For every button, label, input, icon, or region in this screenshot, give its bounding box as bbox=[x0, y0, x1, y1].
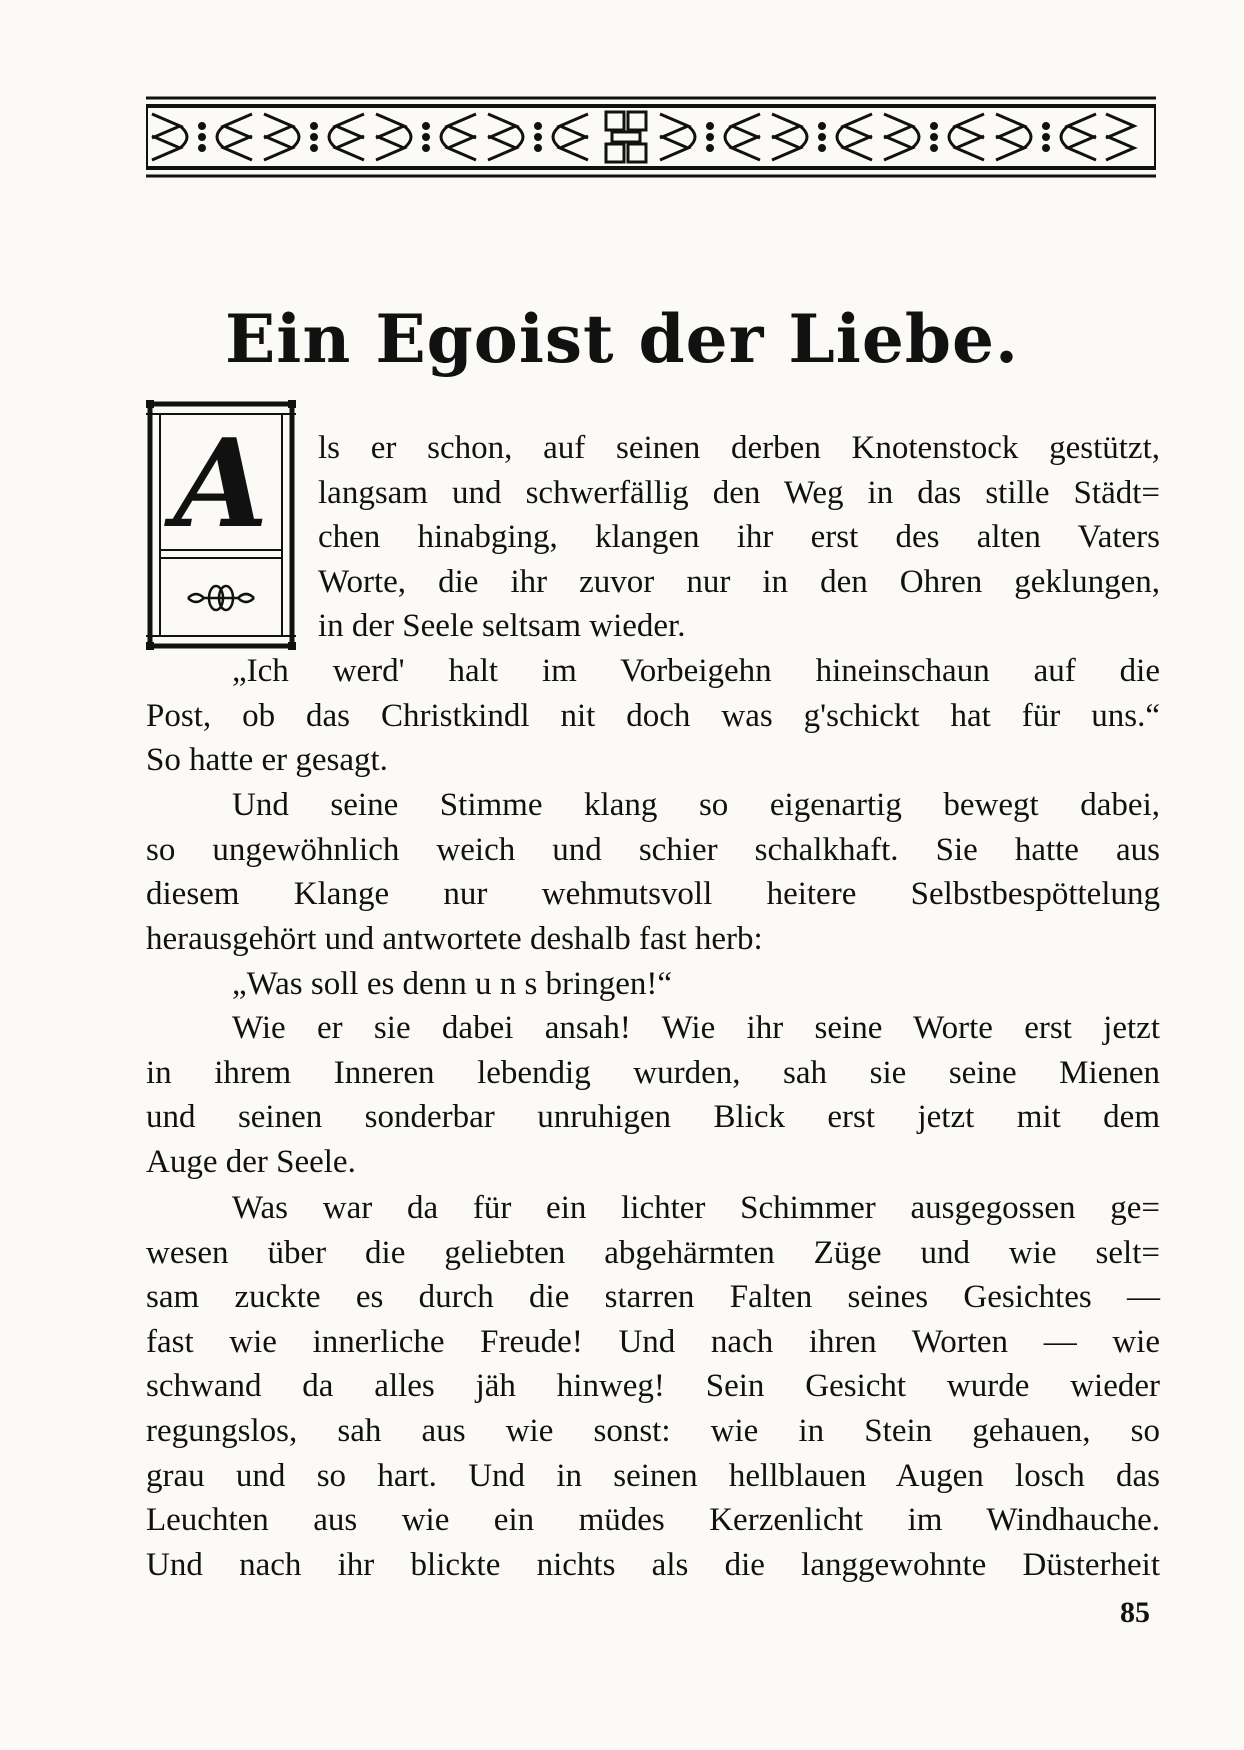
text-line: in ihrem Inneren lebendig wurden, sah sie seine Mienen bbox=[146, 1054, 1160, 1091]
text-line: grau und so hart. Und in seinen hellblauen Augen losch das bbox=[146, 1457, 1160, 1494]
text-line: Post, ob das Christkindl nit doch was g'schickt hat für uns.“ bbox=[146, 697, 1160, 734]
text-line: sam zuckte es durch die starren Falten seines Gesichtes — bbox=[146, 1279, 1160, 1316]
text-line: regungslos, sah aus wie sonst: wie in Stein gehauen, so bbox=[146, 1412, 1160, 1449]
text-line: diesem Klange nur wehmutsvoll heitere Selbstbespöttelung bbox=[146, 876, 1160, 913]
text-line: und seinen sonderbar unruhigen Blick erst jetzt mit dem bbox=[146, 1099, 1160, 1136]
text-line: Leuchten aus wie ein müdes Kerzenlicht im Windhauche. bbox=[146, 1502, 1160, 1539]
text-line: Was war da für ein lichter Schimmer ausgegossen ge= bbox=[232, 1190, 1160, 1226]
knot-ornament-icon bbox=[186, 580, 256, 616]
paragraph-3 bbox=[146, 783, 1160, 961]
page-number: 85 bbox=[1120, 1596, 1150, 1629]
ornamental-border-icon bbox=[146, 96, 1156, 178]
text-line: so ungewöhnlich weich und schier schalkhaft. Sie hatte aus bbox=[146, 831, 1160, 868]
paragraph-2 bbox=[146, 649, 1160, 783]
text-line: wesen über die geliebten abgehärmten Züge und wie selt= bbox=[146, 1234, 1160, 1271]
text-line: Und nach ihr blickte nichts als die langgewohnte Düsterheit bbox=[146, 1546, 1160, 1583]
text-line: schwand da alles jäh hinweg! Sein Gesicht wurde wieder bbox=[146, 1368, 1160, 1405]
chapter-title: Ein Egoist der Liebe. bbox=[225, 300, 1019, 378]
text-line: Auge der Seele. bbox=[146, 1143, 356, 1180]
text-line: chen hinabging, klangen ihr erst des alten Vaters bbox=[318, 519, 1160, 556]
paragraph-4 bbox=[146, 962, 1160, 1007]
text-line: ls er schon, auf seinen derben Knotenstock gestützt, bbox=[318, 430, 1160, 466]
text-line: fast wie innerliche Freude! Und nach ihren Worten — wie bbox=[146, 1323, 1160, 1360]
lead-paragraph bbox=[318, 426, 1160, 649]
text-line: „Ich werd' halt im Vorbeigehn hineinschaun auf die bbox=[232, 653, 1160, 689]
drop-cap-letter: A bbox=[173, 411, 269, 555]
text-line: herausgehört und antwortete deshalb fast herb: bbox=[146, 920, 763, 957]
text-line: Worte, die ihr zuvor nur in den Ohren geklungen, bbox=[318, 563, 1160, 600]
text-line: Wie er sie dabei ansah! Wie ihr seine Worte erst jetzt bbox=[232, 1010, 1160, 1046]
paragraph-5 bbox=[146, 1006, 1160, 1184]
paragraph-6 bbox=[146, 1186, 1160, 1587]
text-line: So hatte er gesagt. bbox=[146, 742, 388, 779]
text-line: langsam und schwerfällig den Weg in das stille Städt= bbox=[318, 474, 1160, 511]
drop-cap-frame bbox=[146, 400, 296, 650]
text-line: „Was soll es denn u n s bringen!“ bbox=[232, 966, 672, 1002]
text-line: in der Seele seltsam wieder. bbox=[318, 608, 686, 645]
text-line: Und seine Stimme klang so eigenartig bewegt dabei, bbox=[232, 787, 1160, 823]
